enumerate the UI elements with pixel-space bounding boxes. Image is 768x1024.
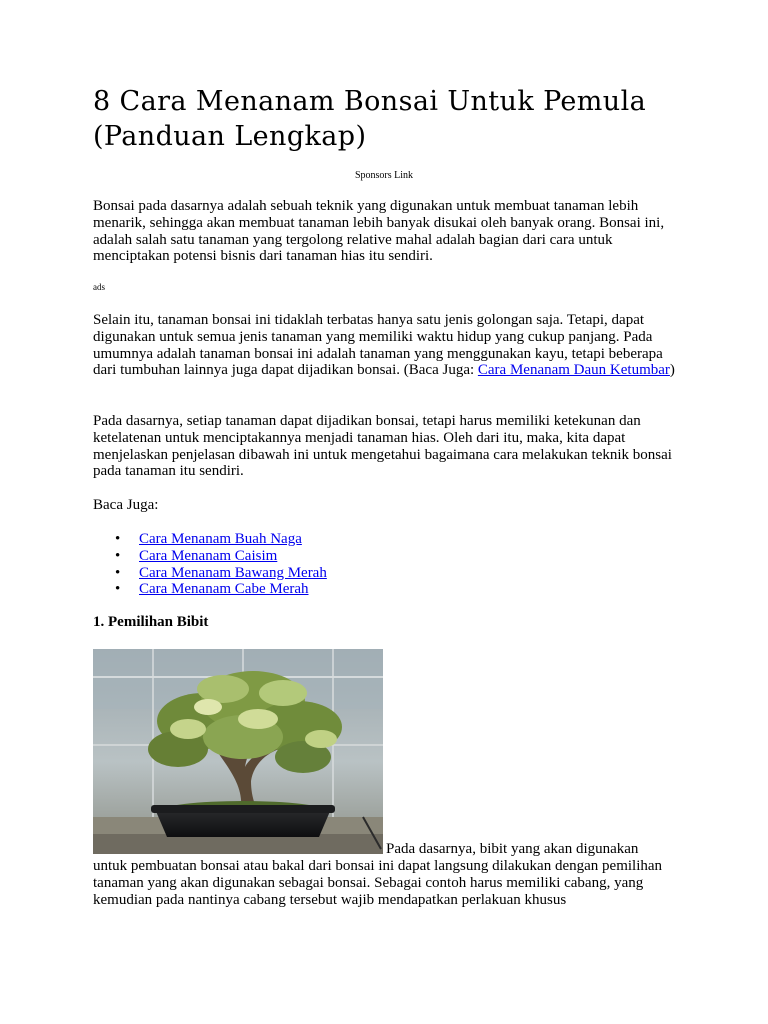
paragraph-intro: Bonsai pada dasarnya adalah sebuah teknik yang digunakan untuk membuat tanaman lebih menarik, sehingga akan membuat tanaman lebih banyak disukai oleh banyak orang. Bonsai ini, adalah salah satu tanaman yang tergolong relative mahal adalah bagian dari cara untuk menciptakan potensi bisnis dari tanaman hias itu sendiri.: [93, 198, 665, 265]
link-daun-ketumbar[interactable]: Cara Menanam Daun Ketumbar: [477, 362, 670, 379]
link-buah-naga[interactable]: Cara Menanam Buah Naga: [139, 531, 302, 547]
paragraph-technique: Pada dasarnya, setiap tanaman dapat dijadikan bonsai, tetapi harus memiliki ketekunan dan ketelatenan untuk menciptakannya menjadi tanaman hias. Oleh dari itu, maka, kita dapat menjelaskan penjelasan dibawah ini untuk mengetahui bagaimana cara melakukan teknik bonsai pada tanaman itu sendiri.: [93, 413, 672, 480]
list-item: [93, 531, 327, 548]
article-title: 8 Cara Menanam Bonsai Untuk Pemula (Panduan Lengkap): [93, 86, 647, 152]
related-links-list: [93, 531, 327, 598]
section1-paragraph: untuk pembuatan bonsai atau bakal dari bonsai ini dapat langsung dilakukan dengan pemilihan tanaman yang akan digunakan sebagai bonsai. Sebagai contoh harus memiliki cabang, yang kemudian pada nantinya cabang tersebut wajib mendapatkan perlakuan khusus: [93, 858, 663, 908]
paragraph-types-close: ): [669, 362, 675, 379]
link-cabe-merah[interactable]: Cara Menanam Cabe Merah: [139, 581, 309, 598]
section1-first-line: Pada dasarnya, bibit yang akan digunakan: [386, 841, 639, 857]
list-item: [93, 565, 327, 582]
paragraph-types: [93, 312, 683, 379]
list-item: [93, 548, 327, 565]
bonsai-photo: [93, 649, 383, 854]
baca-juga-label: Baca Juga:: [93, 497, 159, 513]
sponsors-link-label: Sponsors Link: [354, 170, 414, 181]
section-heading-pemilihan-bibit: 1. Pemilihan Bibit: [93, 614, 209, 630]
list-item: [93, 581, 327, 598]
link-caisim[interactable]: Cara Menanam Caisim: [139, 547, 278, 564]
link-bawang-merah[interactable]: Cara Menanam Bawang Merah: [139, 564, 327, 581]
paragraph-types-text: Selain itu, tanaman bonsai ini tidaklah terbatas hanya satu jenis golongan saja. Tetapi, dapat digunakan untuk semua jenis tanaman yang memiliki waktu hidup yang cukup panjang. Pada umumnya adalah tanaman bonsai ini adalah tanaman yang menggunakan kayu, tetapi beberapa dari tumbuhan lainnya juga dapat dijadikan bonsai. (Baca Juga:: [93, 312, 663, 379]
ads-label: ads: [93, 282, 105, 292]
